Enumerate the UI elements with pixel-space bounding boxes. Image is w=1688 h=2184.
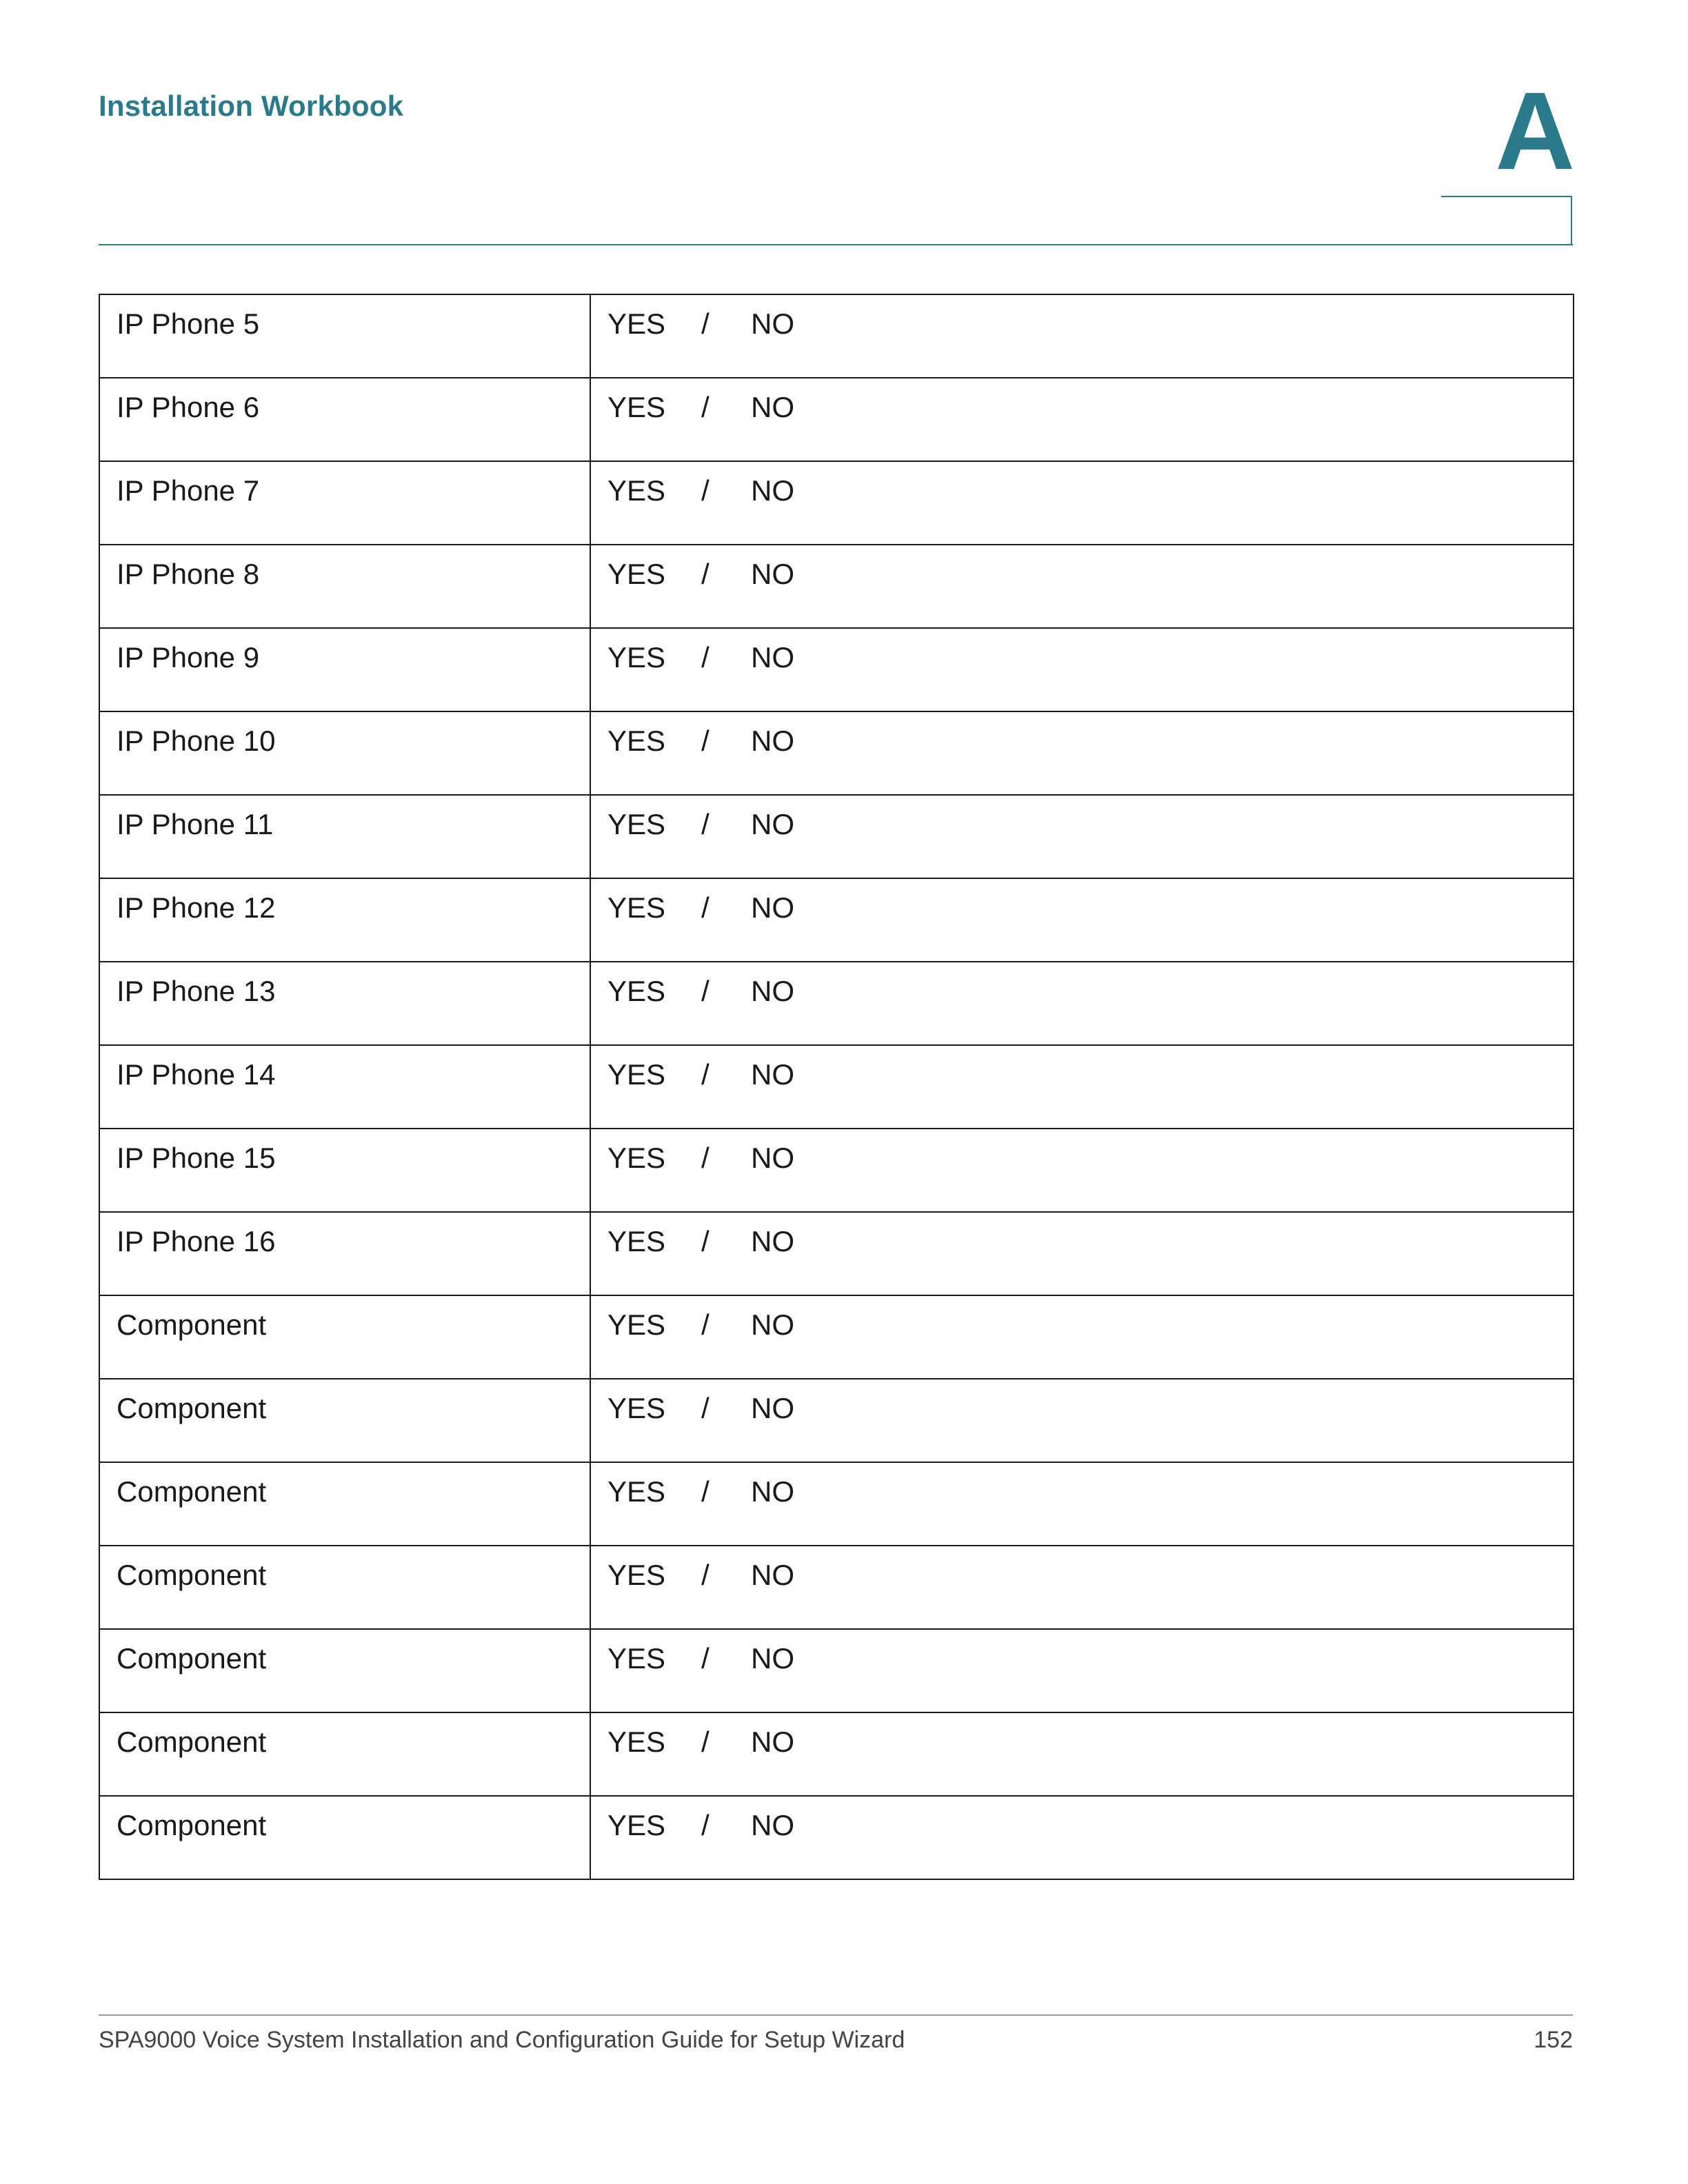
- footer-guide-title: SPA9000 Voice System Installation and Configuration Guide for Setup Wizard: [99, 2027, 905, 2053]
- table-row: [99, 1796, 1574, 1879]
- choice-no[interactable]: NO: [751, 474, 794, 507]
- row-label: IP Phone 16: [117, 1225, 276, 1257]
- choice-yes[interactable]: YES: [607, 891, 666, 924]
- choice-no[interactable]: NO: [751, 1225, 794, 1257]
- row-label-cell: [99, 1295, 590, 1379]
- table-row: [99, 1295, 1574, 1379]
- yes-no-choice-cell[interactable]: [590, 294, 1574, 378]
- yes-no-choice-cell[interactable]: [590, 795, 1574, 878]
- row-label-cell: [99, 962, 590, 1045]
- choice-no[interactable]: NO: [751, 808, 794, 840]
- choice-yes[interactable]: YES: [607, 1225, 666, 1257]
- yes-no-choice-cell[interactable]: [590, 1379, 1574, 1462]
- yes-no-choice-cell[interactable]: [590, 1295, 1574, 1379]
- yes-no-choice-cell[interactable]: [590, 1546, 1574, 1629]
- row-label: IP Phone 12: [117, 891, 276, 924]
- choice-yes[interactable]: YES: [607, 307, 666, 340]
- table-row: [99, 878, 1574, 962]
- row-label-cell: [99, 628, 590, 711]
- yes-no-choice-cell[interactable]: [590, 878, 1574, 962]
- workbook-table-body: [99, 294, 1574, 1879]
- table-row: [99, 962, 1574, 1045]
- row-label-cell: [99, 1212, 590, 1295]
- row-label: Component: [117, 1392, 267, 1424]
- choice-separator: /: [701, 1308, 710, 1341]
- row-label: IP Phone 6: [117, 391, 260, 423]
- yes-no-choice-cell[interactable]: [590, 1712, 1574, 1796]
- choice-yes[interactable]: YES: [607, 558, 666, 590]
- choice-separator: /: [701, 1559, 710, 1591]
- choice-separator: /: [701, 1225, 710, 1257]
- choice-no[interactable]: NO: [751, 725, 794, 757]
- row-label: IP Phone 15: [117, 1142, 276, 1174]
- table-row: [99, 378, 1574, 461]
- yes-no-choice-cell[interactable]: [590, 1796, 1574, 1879]
- choice-yes[interactable]: YES: [607, 474, 666, 507]
- choice-separator: /: [701, 808, 710, 840]
- header-rule: [99, 244, 1573, 245]
- row-label: Component: [117, 1726, 267, 1758]
- row-label-cell: [99, 1379, 590, 1462]
- footer-rule: [99, 2014, 1573, 2016]
- table-row: [99, 294, 1574, 378]
- choice-separator: /: [701, 1475, 710, 1508]
- choice-separator: /: [701, 391, 710, 423]
- row-label-cell: [99, 1796, 590, 1879]
- choice-no[interactable]: NO: [751, 1475, 794, 1508]
- table-row: [99, 1212, 1574, 1295]
- table-row: [99, 1045, 1574, 1129]
- choice-no[interactable]: NO: [751, 558, 794, 590]
- choice-separator: /: [701, 1142, 710, 1174]
- choice-separator: /: [701, 474, 710, 507]
- choice-no[interactable]: NO: [751, 1726, 794, 1758]
- yes-no-choice-cell[interactable]: [590, 711, 1574, 795]
- table-row: [99, 545, 1574, 628]
- table-row: [99, 461, 1574, 545]
- appendix-letter: A: [1495, 69, 1575, 192]
- choice-yes[interactable]: YES: [607, 1809, 666, 1841]
- choice-no[interactable]: NO: [751, 1559, 794, 1591]
- yes-no-choice-cell[interactable]: [590, 1129, 1574, 1212]
- choice-separator: /: [701, 891, 710, 924]
- row-label-cell: [99, 545, 590, 628]
- yes-no-choice-cell[interactable]: [590, 962, 1574, 1045]
- yes-no-choice-cell[interactable]: [590, 628, 1574, 711]
- choice-no[interactable]: NO: [751, 1392, 794, 1424]
- table-row: [99, 1462, 1574, 1546]
- choice-yes[interactable]: YES: [607, 1142, 666, 1174]
- choice-separator: /: [701, 1642, 710, 1675]
- choice-separator: /: [701, 1809, 710, 1841]
- choice-no[interactable]: NO: [751, 1142, 794, 1174]
- choice-separator: /: [701, 975, 710, 1007]
- row-label: Component: [117, 1809, 267, 1841]
- row-label-cell: [99, 1629, 590, 1712]
- row-label-cell: [99, 1129, 590, 1212]
- yes-no-choice-cell[interactable]: [590, 378, 1574, 461]
- choice-yes[interactable]: YES: [607, 725, 666, 757]
- row-label: Component: [117, 1475, 267, 1508]
- row-label: Component: [117, 1642, 267, 1675]
- row-label: IP Phone 11: [117, 808, 274, 840]
- row-label-cell: [99, 1712, 590, 1796]
- choice-separator: /: [701, 1726, 710, 1758]
- row-label-cell: [99, 711, 590, 795]
- choice-no[interactable]: NO: [751, 641, 794, 674]
- row-label: IP Phone 13: [117, 975, 276, 1007]
- yes-no-choice-cell[interactable]: [590, 1212, 1574, 1295]
- row-label-cell: [99, 294, 590, 378]
- choice-no[interactable]: NO: [751, 891, 794, 924]
- table-row: [99, 1712, 1574, 1796]
- choice-yes[interactable]: YES: [607, 808, 666, 840]
- choice-separator: /: [701, 1392, 710, 1424]
- choice-no[interactable]: NO: [751, 1642, 794, 1675]
- row-label-cell: [99, 378, 590, 461]
- choice-yes[interactable]: YES: [607, 1058, 666, 1091]
- row-label: Component: [117, 1308, 267, 1341]
- choice-no[interactable]: NO: [751, 307, 794, 340]
- table-row: [99, 1379, 1574, 1462]
- row-label-cell: [99, 461, 590, 545]
- table-row: [99, 1546, 1574, 1629]
- choice-no[interactable]: NO: [751, 1308, 794, 1341]
- page-header-title: Installation Workbook: [99, 90, 404, 122]
- choice-no[interactable]: NO: [751, 975, 794, 1007]
- appendix-tab-box: [1441, 196, 1572, 244]
- choice-yes[interactable]: YES: [607, 1642, 666, 1675]
- row-label: IP Phone 10: [117, 725, 276, 757]
- yes-no-choice-cell[interactable]: [590, 1462, 1574, 1546]
- row-label-cell: [99, 1546, 590, 1629]
- row-label-cell: [99, 1462, 590, 1546]
- yes-no-choice-cell[interactable]: [590, 461, 1574, 545]
- row-label: IP Phone 14: [117, 1058, 276, 1091]
- row-label: IP Phone 8: [117, 558, 260, 590]
- row-label: IP Phone 5: [117, 307, 260, 340]
- choice-yes[interactable]: YES: [607, 391, 666, 423]
- choice-no[interactable]: NO: [751, 1058, 794, 1091]
- table-row: [99, 711, 1574, 795]
- page-number: 152: [1534, 2027, 1573, 2053]
- choice-separator: /: [701, 558, 710, 590]
- table-row: [99, 628, 1574, 711]
- choice-separator: /: [701, 725, 710, 757]
- table-row: [99, 1629, 1574, 1712]
- workbook-table: [99, 294, 1574, 1880]
- row-label-cell: [99, 795, 590, 878]
- row-label: IP Phone 7: [117, 474, 260, 507]
- choice-separator: /: [701, 307, 710, 340]
- yes-no-choice-cell[interactable]: [590, 545, 1574, 628]
- choice-separator: /: [701, 641, 710, 674]
- row-label-cell: [99, 878, 590, 962]
- row-label: IP Phone 9: [117, 641, 260, 674]
- row-label-cell: [99, 1045, 590, 1129]
- choice-no[interactable]: NO: [751, 1809, 794, 1841]
- choice-yes[interactable]: YES: [607, 1308, 666, 1341]
- yes-no-choice-cell[interactable]: [590, 1629, 1574, 1712]
- choice-yes[interactable]: YES: [607, 1392, 666, 1424]
- choice-no[interactable]: NO: [751, 391, 794, 423]
- choice-yes[interactable]: YES: [607, 1559, 666, 1591]
- choice-separator: /: [701, 1058, 710, 1091]
- choice-yes[interactable]: YES: [607, 1475, 666, 1508]
- yes-no-choice-cell[interactable]: [590, 1045, 1574, 1129]
- choice-yes[interactable]: YES: [607, 641, 666, 674]
- table-row: [99, 1129, 1574, 1212]
- choice-yes[interactable]: YES: [607, 975, 666, 1007]
- choice-yes[interactable]: YES: [607, 1726, 666, 1758]
- row-label: Component: [117, 1559, 267, 1591]
- table-row: [99, 795, 1574, 878]
